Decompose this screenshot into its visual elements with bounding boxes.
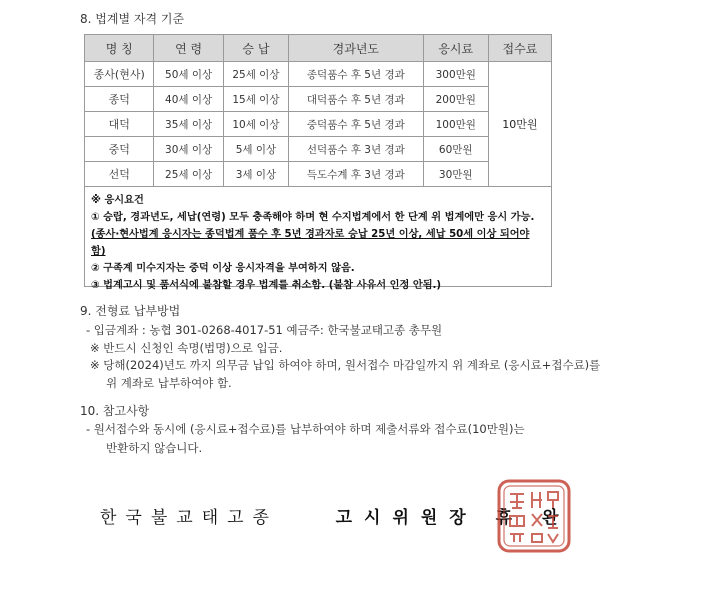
dues-note: ※ 당해(2024)년도 까지 의무금 납입 하여야 하며, 원서접수 마감일까지 위 계좌로 (응시료+접수료)를 [90,358,601,372]
bank-account-line: - 입금계좌 : 농협 301-0268-4017-51 예금주: 한국불교태고종 총무원 [86,323,443,337]
table-row [85,87,552,112]
cell-elapsed: 중덕품수 후 5년 경과 [289,112,424,137]
cell-age: 30세 이상 [154,137,223,162]
cell-monk-years: 10세 이상 [223,112,288,137]
header-registration-fee: 접수료 [488,35,551,62]
organization-name: 한국불교태고종 [100,508,278,528]
signer-title: 고시위원장 휴 완 [335,508,571,528]
cell-exam-fee: 200만원 [423,87,488,112]
table-row [85,112,552,137]
cell-age: 25세 이상 [154,162,223,187]
cell-name: 종덕 [85,87,154,112]
note-2: ② 구족계 미수지자는 중덕 이상 응시자격을 부여하지 않음. [91,263,355,274]
section-8-title: 8. 법계별 자격 기준 [80,12,185,26]
cell-monk-years: 25세 이상 [223,62,288,87]
cell-monk-years: 15세 이상 [223,87,288,112]
dues-note-continued: 위 계좌로 납부하여야 함. [106,376,232,390]
cell-name: 중덕 [85,137,154,162]
deposit-name-note: ※ 반드시 신청인 속명(법명)으로 입금. [90,341,283,355]
table-header-row [85,35,552,62]
cell-elapsed: 종덕품수 후 5년 경과 [289,62,424,87]
cell-elapsed: 득도수계 후 3년 경과 [289,162,424,187]
cell-exam-fee: 30만원 [423,162,488,187]
cell-age: 40세 이상 [154,87,223,112]
cell-elapsed: 선덕품수 후 3년 경과 [289,137,424,162]
header-monk-years: 승 납 [223,35,288,62]
official-seal-icon [496,478,572,554]
refund-note-continued: 반환하지 않습니다. [106,441,203,455]
cell-monk-years: 5세 이상 [223,137,288,162]
eligibility-notes [84,186,552,291]
cell-monk-years: 3세 이상 [223,162,288,187]
cell-name: 대덕 [85,112,154,137]
note-1: ① 승랍, 경과년도, 세납(연령) 모두 충족해야 하며 현 수지법계에서 한 단계 위 법계에만 응시 가능. [91,212,535,223]
cell-age: 50세 이상 [154,62,223,87]
cell-exam-fee: 100만원 [423,112,488,137]
refund-note: - 원서접수와 동시에 (응시료+접수료)를 납부하여야 하며 제출서류와 접수료(10만원)는 [86,422,525,436]
table-row [85,137,552,162]
header-elapsed-years: 경과년도 [289,35,424,62]
cell-name: 선덕 [85,162,154,187]
notes-heading: ※ 응시요건 [91,195,144,206]
cell-registration-fee: 10만원 [488,62,551,187]
note-1-detail: (종사·현사법계 응시자는 종덕법계 품수 후 5년 경과자로 승납 25년 이상, 세납 50세 이상 되어야 함) [91,229,530,257]
cell-elapsed: 대덕품수 후 5년 경과 [289,87,424,112]
section-10-title: 10. 참고사항 [80,404,150,418]
table-row [85,162,552,187]
header-name: 명 칭 [85,35,154,62]
cell-age: 35세 이상 [154,112,223,137]
section-9-title: 9. 전형료 납부방법 [80,304,181,318]
cell-exam-fee: 60만원 [423,137,488,162]
cell-name: 종사(현사) [85,62,154,87]
table-row [85,62,552,87]
header-exam-fee: 응시료 [423,35,488,62]
cell-exam-fee: 300만원 [423,62,488,87]
qualification-table [84,34,552,187]
header-age: 연 령 [154,35,223,62]
note-3: ③ 법계고시 및 품서식에 불참할 경우 법계를 취소함. (불참 사유서 인정 안됨.) [91,280,442,291]
